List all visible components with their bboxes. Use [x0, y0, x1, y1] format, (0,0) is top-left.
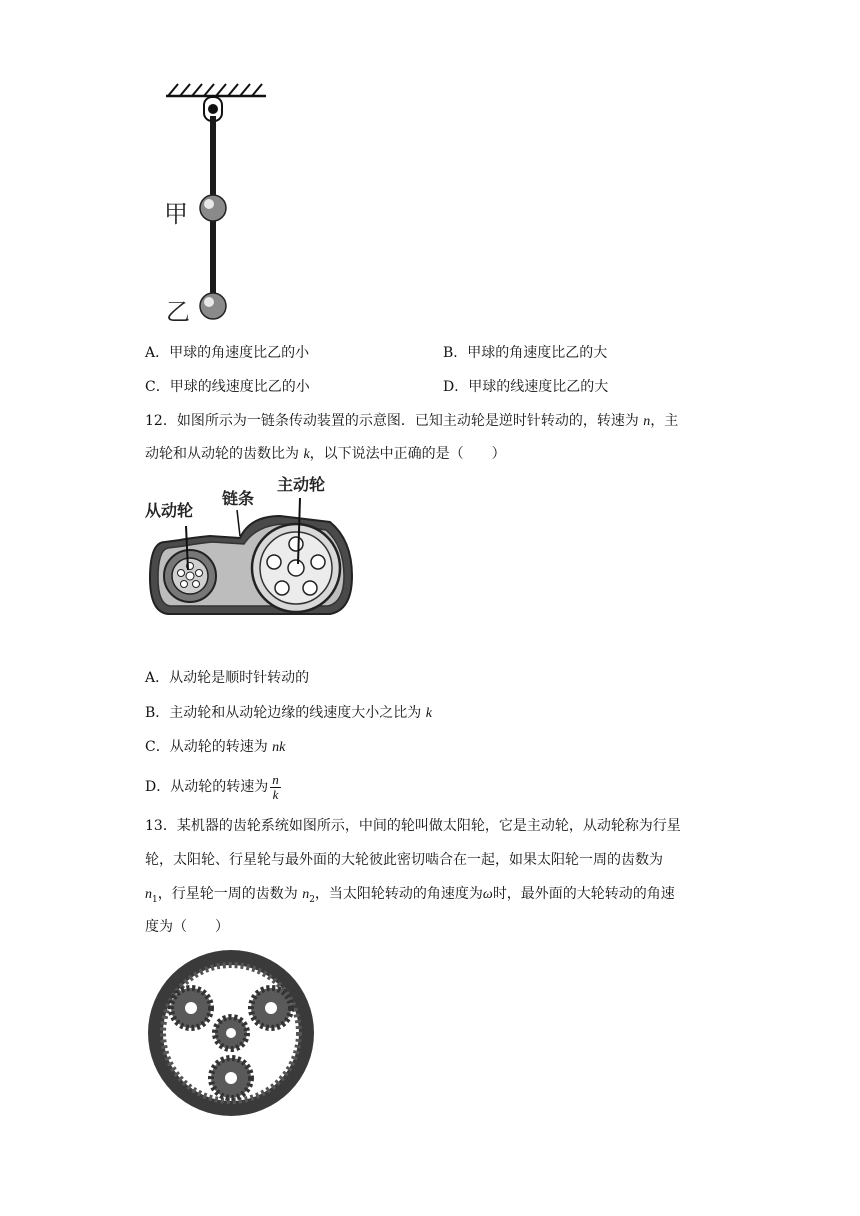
- label-chain: 链条: [222, 489, 255, 508]
- q13-stem-line1: 13．某机器的齿轮系统如图所示，中间的轮叫做太阳轮，它是主动轮，从动轮称为行星: [145, 818, 681, 834]
- q12-option-d[interactable]: D．从动轮的转速为 $\frac{n}{k}$: [145, 771, 279, 802]
- q13-stem-line4: 度为（ ）: [145, 919, 229, 935]
- q12-stem-line2: 动轮和从动轮的齿数比为 k，以下说法中正确的是（ ）: [145, 446, 506, 462]
- planetary-gear-figure: [143, 948, 323, 1118]
- label-ball-jia: 甲: [164, 200, 188, 228]
- label-driven-wheel: 从动轮: [145, 501, 194, 520]
- q11-option-c[interactable]: C．甲球的线速度比乙的小: [145, 379, 310, 395]
- q12-option-b[interactable]: B．主动轮和从动轮边缘的线速度大小之比为 k: [145, 705, 432, 721]
- q13-stem-line2: 轮，太阳轮、行星轮与最外面的大轮彼此密切啮合在一起，如果太阳轮一周的齿数为: [145, 852, 663, 868]
- q12-option-c[interactable]: C．从动轮的转速为 nk: [145, 739, 286, 755]
- q12-option-a[interactable]: A．从动轮是顺时针转动的: [145, 670, 310, 686]
- label-ball-yi: 乙: [166, 298, 190, 326]
- q11-option-d[interactable]: D．甲球的线速度比乙的大: [443, 379, 609, 395]
- q11-option-a[interactable]: A．甲球的角速度比乙的小: [145, 345, 310, 361]
- q13-stem-line3: $n_1$，行星轮一周的齿数为 $n_2$，当太阳轮转动的角速度为ω时，最外面的大轮转动的角速: [145, 886, 675, 905]
- q11-option-b[interactable]: B．甲球的角速度比乙的大: [443, 345, 608, 361]
- label-driver-wheel: 主动轮: [277, 475, 326, 494]
- fraction-n-over-k: $\frac{n}{k}$: [272, 771, 279, 802]
- q12-stem-line1: 12．如图所示为一链条传动装置的示意图．已知主动轮是逆时针转动的，转速为 n，主: [145, 413, 679, 429]
